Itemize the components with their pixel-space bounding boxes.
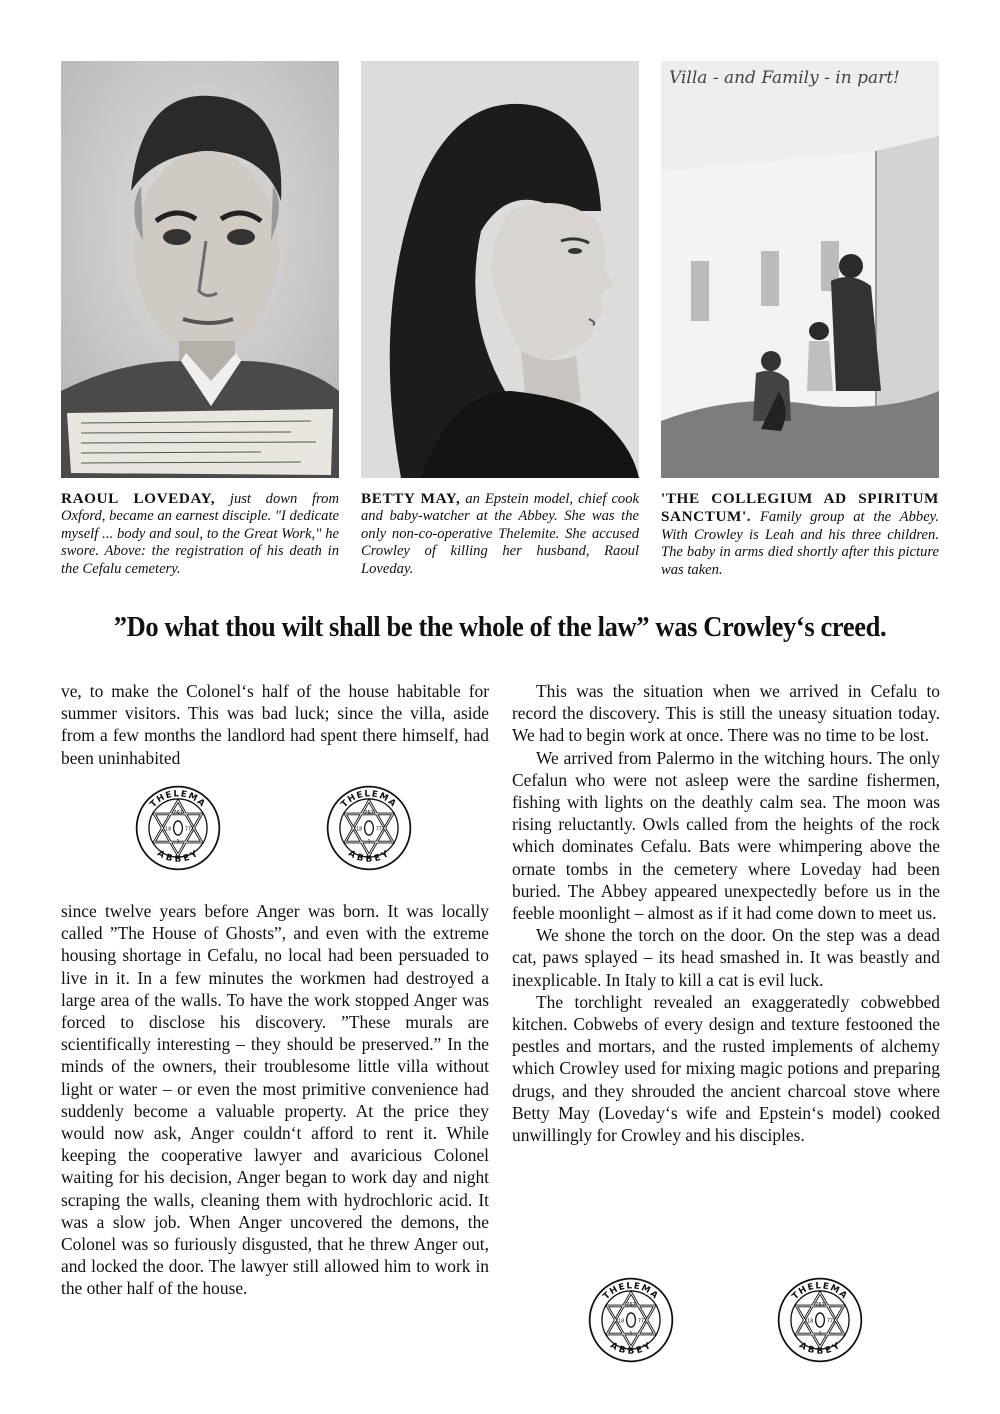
caption-text: Family group at the Abbey. With Crowley is Leah and his three children. The baby in arms died shortly after this picture was taken. — [661, 509, 939, 578]
raoul-loveday-photo — [61, 61, 339, 478]
left-column-bottom — [61, 900, 489, 1300]
body-paragraph: We shone the torch on the door. On the step was a dead cat, paws splayed – its head smashed in. It was beastly and inexplicable. In Italy to kill a cat is evil luck. — [512, 925, 940, 990]
thelema-abbey-seal-icon — [587, 1276, 675, 1364]
svg-text:1: 1 — [818, 1330, 822, 1337]
svg-text:THELEMA: THELEMA — [601, 1281, 661, 1302]
svg-text:1: 1 — [629, 1330, 633, 1337]
svg-text:ABBEY: ABBEY — [346, 848, 392, 865]
svg-text:1: 1 — [367, 838, 371, 845]
left-column-top — [61, 680, 489, 769]
thelema-abbey-seal-icon — [325, 784, 413, 872]
body-paragraph: The torchlight revealed an exaggeratedly cobwebbed kitchen. Cobwebs of every design and texture festooned the pestles and mortars, and the rusted implements of alchemy which Crowley used for mixing magic potions and preparing drugs, and they shrouded the ancient charcoal stove where Betty May (Loveday‘s wife and Epstein‘s model) cooked unwillingly for Crowley and his disciples. — [512, 991, 940, 1146]
collegium-abbey-photo — [661, 61, 939, 478]
svg-text:THELEMA: THELEMA — [339, 789, 399, 810]
svg-text:718: 718 — [614, 1319, 625, 1325]
svg-text:THELEMA: THELEMA — [148, 789, 208, 810]
svg-text:ABBEY: ABBEY — [797, 1340, 843, 1357]
svg-text:777: 777 — [375, 827, 386, 833]
caption-text: just down from Oxford, became an earnest disciple. "I dedicate myself ... body and soul, to the Great Work," he swore. Above: the registration of his death in the Cefalu cemetery. — [61, 491, 339, 577]
svg-text:THELEMA: THELEMA — [790, 1281, 850, 1302]
svg-text:777: 777 — [637, 1319, 648, 1325]
svg-text:718: 718 — [161, 827, 172, 833]
body-paragraph: ve, to make the Colonel‘s half of the house habitable for summer visitors. This was bad luck; since the villa, aside from a few months the landlord had spent there himself, had been uninhabited — [61, 681, 489, 768]
caption-collegium — [661, 490, 939, 579]
svg-text:767: 767 — [172, 809, 184, 816]
svg-text:767: 767 — [625, 1301, 637, 1308]
right-column — [512, 680, 940, 1146]
svg-text:718: 718 — [803, 1319, 814, 1325]
svg-text:1: 1 — [176, 838, 180, 845]
betty-may-photo — [361, 61, 639, 478]
svg-text:767: 767 — [363, 809, 375, 816]
svg-text:ABBEY: ABBEY — [608, 1340, 654, 1357]
caption-raoul-loveday — [61, 490, 339, 578]
caption-name: 'THE COLLEGIUM AD SPIRITUM SANCTUM'. — [661, 490, 939, 526]
svg-text:ABBEY: ABBEY — [155, 848, 201, 865]
body-paragraph: We arrived from Palermo in the witching hours. The only Cefalun who were not asleep were the sardine fishermen, fishing with lights on the deathly calm sea. The moon was rising reluctantly. Owls called from the heights of the rock which dominates Cefalu. Bats were whimpering above the ornate tombs in the cemetery where Loveday had been buried. The Abbey appeared unexpectedly before us in the feeble moonlight – almost as if it had come down to meet us. — [512, 747, 940, 924]
svg-text:777: 777 — [826, 1319, 837, 1325]
body-paragraph: since twelve years before Anger was born. It was locally called ”The House of Ghosts”, and even with the extreme housing shortage in Cefalu, no local had been persuaded to live in it. In a few minutes the workmen had destroyed a large area of the walls. To have the work stopped Anger was forced to disclose his discovery. ”These murals are scientifically interesting – they should be preserved.” In the minds of the owners, their troublesome little villa without light or water – or even the most primitive convenience had suddenly become a valuable property. At the price they would now ask, Anger couldn‘t afford to rent it. While keeping the cooperative lawyer and avaricious Colonel waiting for his decision, Anger began to work day and night scraping the walls, cleaning them with hydrochloric acid. It was a slow job. When Anger uncovered the demons, the Colonel was so furiously disgusted, that he threw Anger out, and locked the door. The lawyer still allowed him to work in the other half of the house. — [61, 901, 489, 1299]
headline: ”Do what thou wilt shall be the whole of the law” was Crowley‘s creed. — [113, 612, 887, 643]
caption-text: an Epstein model, chief cook and baby-watcher at the Abbey. She was the only non-co-operative Thelemite. She accused Crowley of killing her husband, Raoul Loveday. — [361, 491, 639, 577]
svg-text:718: 718 — [352, 827, 363, 833]
caption-name: BETTY MAY, — [361, 490, 461, 507]
body-paragraph: This was the situation when we arrived in Cefalu to record the discovery. This is still the uneasy situation today. We had to begin work at once. There was no time to be lost. — [512, 681, 940, 746]
caption-betty-may — [361, 490, 639, 578]
handwriting-note: Villa - and Family - in part! — [669, 68, 900, 88]
svg-text:777: 777 — [184, 827, 195, 833]
thelema-abbey-seal-icon — [134, 784, 222, 872]
caption-name: RAOUL LOVEDAY, — [61, 490, 216, 507]
thelema-abbey-seal-icon — [776, 1276, 864, 1364]
svg-text:767: 767 — [814, 1301, 826, 1308]
